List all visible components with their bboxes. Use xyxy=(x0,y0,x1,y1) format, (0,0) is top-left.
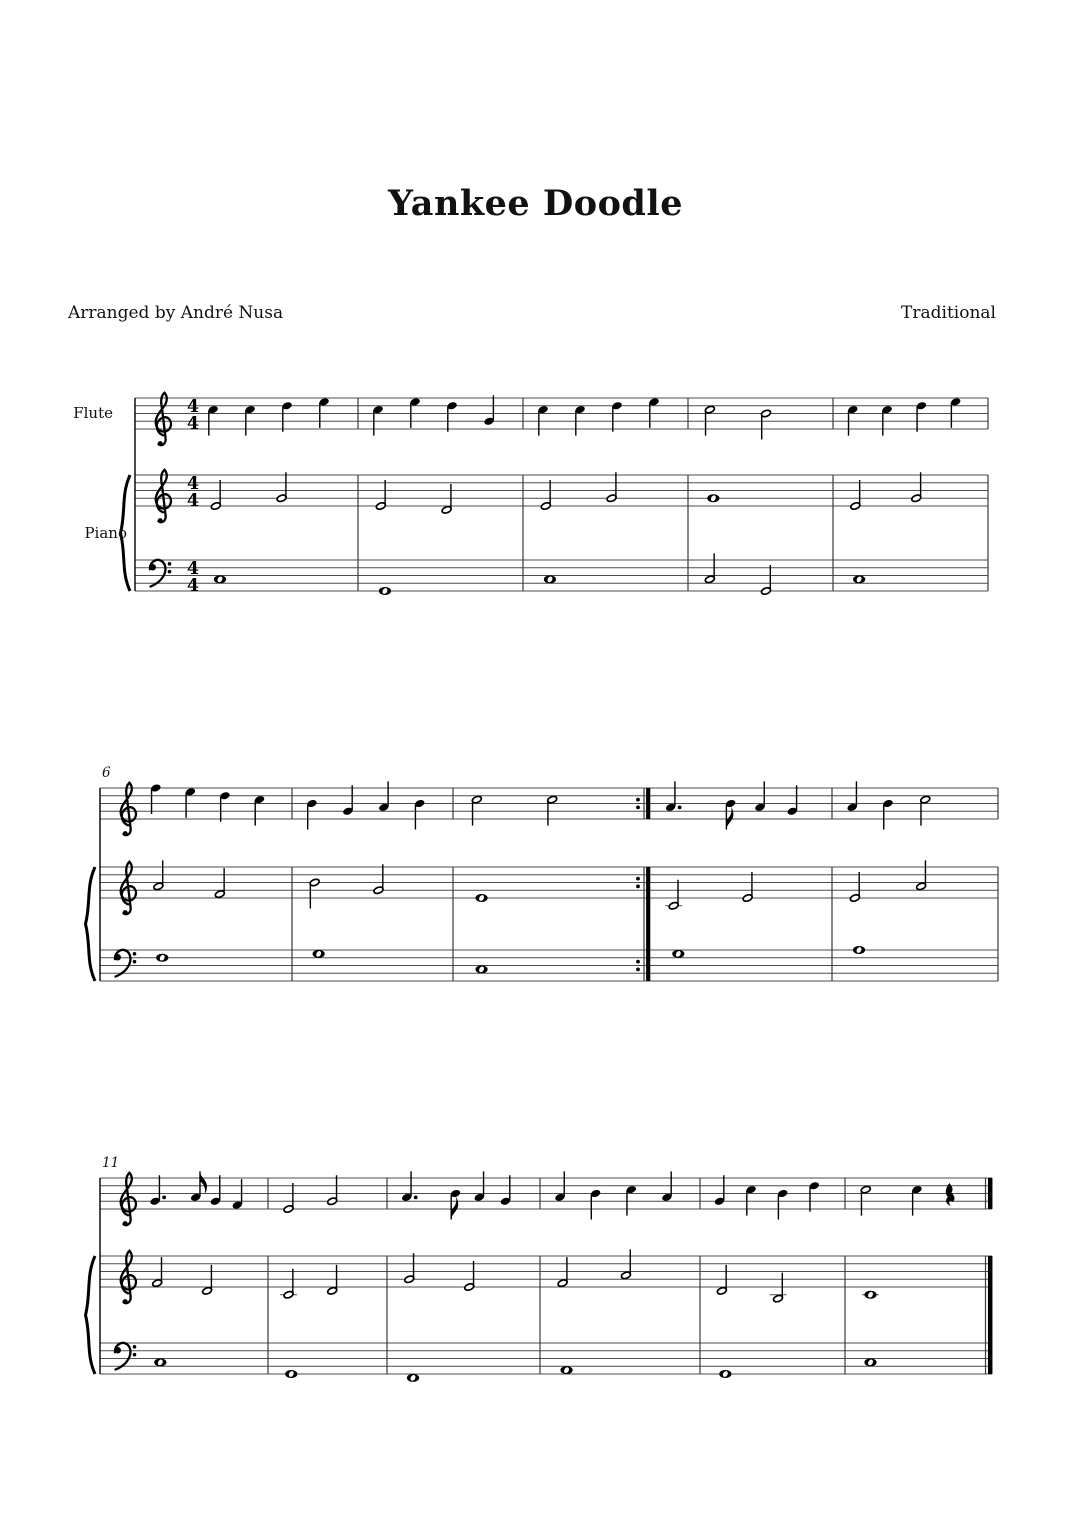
eighth-flag xyxy=(726,807,733,830)
note-f4 xyxy=(232,1179,244,1210)
composer-credit: Traditional xyxy=(901,303,996,323)
measure-12 xyxy=(280,1175,387,1378)
time-signature-numerator: 4 xyxy=(186,559,200,579)
note-a4 xyxy=(754,781,766,812)
treble-clef xyxy=(156,393,171,446)
time-signature-numerator: 4 xyxy=(186,474,200,494)
system-2 xyxy=(86,765,999,981)
note-a4 xyxy=(846,781,858,812)
treble-clef xyxy=(121,1251,136,1304)
quarter-rest xyxy=(946,1183,955,1206)
note-b4 xyxy=(414,799,426,830)
note-d5 xyxy=(281,401,293,432)
note-g2 xyxy=(761,565,772,595)
measure-2 xyxy=(372,395,523,595)
note-c5 xyxy=(372,405,384,436)
note-c4 xyxy=(665,880,682,910)
piano-brace xyxy=(86,867,96,981)
note-b4 xyxy=(590,1189,602,1220)
note-e4 xyxy=(850,480,861,510)
arranger-credit: Arranged by André Nusa xyxy=(68,303,284,323)
note-c5 xyxy=(625,1185,637,1216)
note-a4 xyxy=(153,860,164,890)
note-c3 xyxy=(214,575,226,583)
note-e5 xyxy=(409,397,421,428)
note-c5 xyxy=(537,405,549,436)
note-b3 xyxy=(770,1273,787,1303)
note-c4 xyxy=(862,1291,879,1299)
note-b4 xyxy=(450,1189,462,1220)
note-f4 xyxy=(214,868,225,898)
note-c5 xyxy=(254,795,266,826)
note-a2 xyxy=(560,1366,572,1374)
note-a4 xyxy=(916,860,927,890)
note-d5 xyxy=(446,401,458,432)
note-g4 xyxy=(327,1175,338,1205)
piano-staff-label: Piano xyxy=(84,524,127,542)
time-signature-denominator: 4 xyxy=(186,575,200,596)
note-e5 xyxy=(648,397,660,428)
note-e5 xyxy=(950,397,962,428)
measure-1 xyxy=(207,397,358,591)
note-a4 xyxy=(190,1171,207,1202)
time-signature-numerator: 4 xyxy=(186,397,200,417)
note-a4 xyxy=(378,781,390,812)
note-f4 xyxy=(557,1257,568,1287)
note-c5 xyxy=(911,1185,923,1216)
note-d5 xyxy=(916,401,928,432)
note-g4 xyxy=(373,864,384,894)
eighth-flag xyxy=(451,1197,458,1220)
note-a4 xyxy=(661,1171,673,1202)
eighth-flag xyxy=(200,1171,207,1194)
note-b4 xyxy=(309,878,320,908)
note-g3 xyxy=(313,950,325,958)
note-g4 xyxy=(606,472,617,502)
note-c5 xyxy=(920,795,931,825)
note-a4 xyxy=(401,1171,418,1202)
note-c5 xyxy=(860,1185,871,1215)
measure-8 xyxy=(471,788,648,981)
note-g2 xyxy=(719,1370,731,1378)
measure-number: 6 xyxy=(102,765,111,781)
note-g4 xyxy=(483,395,495,426)
note-c3 xyxy=(704,553,715,583)
note-c5 xyxy=(847,405,859,436)
treble-clef xyxy=(156,470,171,523)
note-c3 xyxy=(475,965,487,973)
note-d4 xyxy=(716,1265,727,1295)
note-g4 xyxy=(787,785,799,816)
note-e4 xyxy=(540,480,551,510)
bass-clef xyxy=(150,560,172,587)
note-c5 xyxy=(745,1185,757,1216)
time-signature-denominator: 4 xyxy=(186,490,200,511)
note-e4 xyxy=(849,872,860,902)
note-c5 xyxy=(244,405,256,436)
note-c3 xyxy=(864,1358,876,1366)
note-g4 xyxy=(707,494,719,502)
piano-brace xyxy=(86,1256,96,1374)
note-c5 xyxy=(574,405,586,436)
note-d5 xyxy=(611,401,623,432)
note-a3 xyxy=(853,946,865,954)
note-c4 xyxy=(280,1269,297,1299)
note-g4 xyxy=(500,1175,512,1206)
note-c5 xyxy=(471,795,482,825)
note-e4 xyxy=(464,1261,475,1291)
note-g2 xyxy=(285,1370,297,1378)
note-d4 xyxy=(202,1265,213,1295)
note-e4 xyxy=(742,872,753,902)
measure-16 xyxy=(860,1178,990,1374)
note-b4 xyxy=(761,409,772,439)
note-g2 xyxy=(379,587,391,595)
treble-clef xyxy=(121,1173,136,1226)
piece-title: Yankee Doodle xyxy=(388,183,683,224)
note-f3 xyxy=(156,954,168,962)
note-e4 xyxy=(283,1183,294,1213)
note-c3 xyxy=(544,575,556,583)
note-b4 xyxy=(306,799,318,830)
note-g4 xyxy=(404,1253,415,1283)
note-c3 xyxy=(853,575,865,583)
treble-clef xyxy=(121,783,136,836)
note-g4 xyxy=(276,472,287,502)
note-c5 xyxy=(207,405,219,436)
measure-number: 11 xyxy=(102,1155,120,1171)
measure-3 xyxy=(537,397,688,591)
note-b4 xyxy=(777,1189,789,1220)
note-b4 xyxy=(882,799,894,830)
note-a4 xyxy=(554,1171,566,1202)
time-signature-denominator: 4 xyxy=(186,413,200,434)
bass-clef xyxy=(115,1343,137,1370)
note-g4 xyxy=(342,785,354,816)
note-a4 xyxy=(665,781,682,812)
note-f2 xyxy=(407,1374,419,1382)
note-c3 xyxy=(154,1358,166,1366)
note-d5 xyxy=(809,1181,821,1212)
note-c5 xyxy=(881,405,893,436)
note-g3 xyxy=(672,950,684,958)
note-f5 xyxy=(150,783,162,814)
note-d5 xyxy=(219,791,231,822)
measure-4 xyxy=(704,398,833,595)
note-e5 xyxy=(185,787,197,818)
measure-5 xyxy=(847,397,988,591)
system-3 xyxy=(86,1155,993,1382)
note-g4 xyxy=(714,1175,726,1206)
note-d4 xyxy=(441,484,452,514)
note-e5 xyxy=(318,397,330,428)
flute-staff-label: Flute xyxy=(73,404,113,422)
note-e4 xyxy=(475,894,487,902)
bass-clef xyxy=(115,950,137,977)
note-b4 xyxy=(725,799,737,830)
note-g4 xyxy=(210,1175,222,1206)
note-a4 xyxy=(473,1171,485,1202)
measure-15 xyxy=(714,1175,845,1378)
note-c5 xyxy=(704,405,715,435)
note-a4 xyxy=(621,1249,632,1279)
note-f4 xyxy=(152,1257,163,1287)
note-d4 xyxy=(327,1265,338,1295)
treble-clef xyxy=(121,862,136,915)
note-g4 xyxy=(911,472,922,502)
note-c5 xyxy=(547,795,558,825)
note-e4 xyxy=(375,480,386,510)
system-1 xyxy=(73,393,988,596)
note-e4 xyxy=(210,480,221,510)
